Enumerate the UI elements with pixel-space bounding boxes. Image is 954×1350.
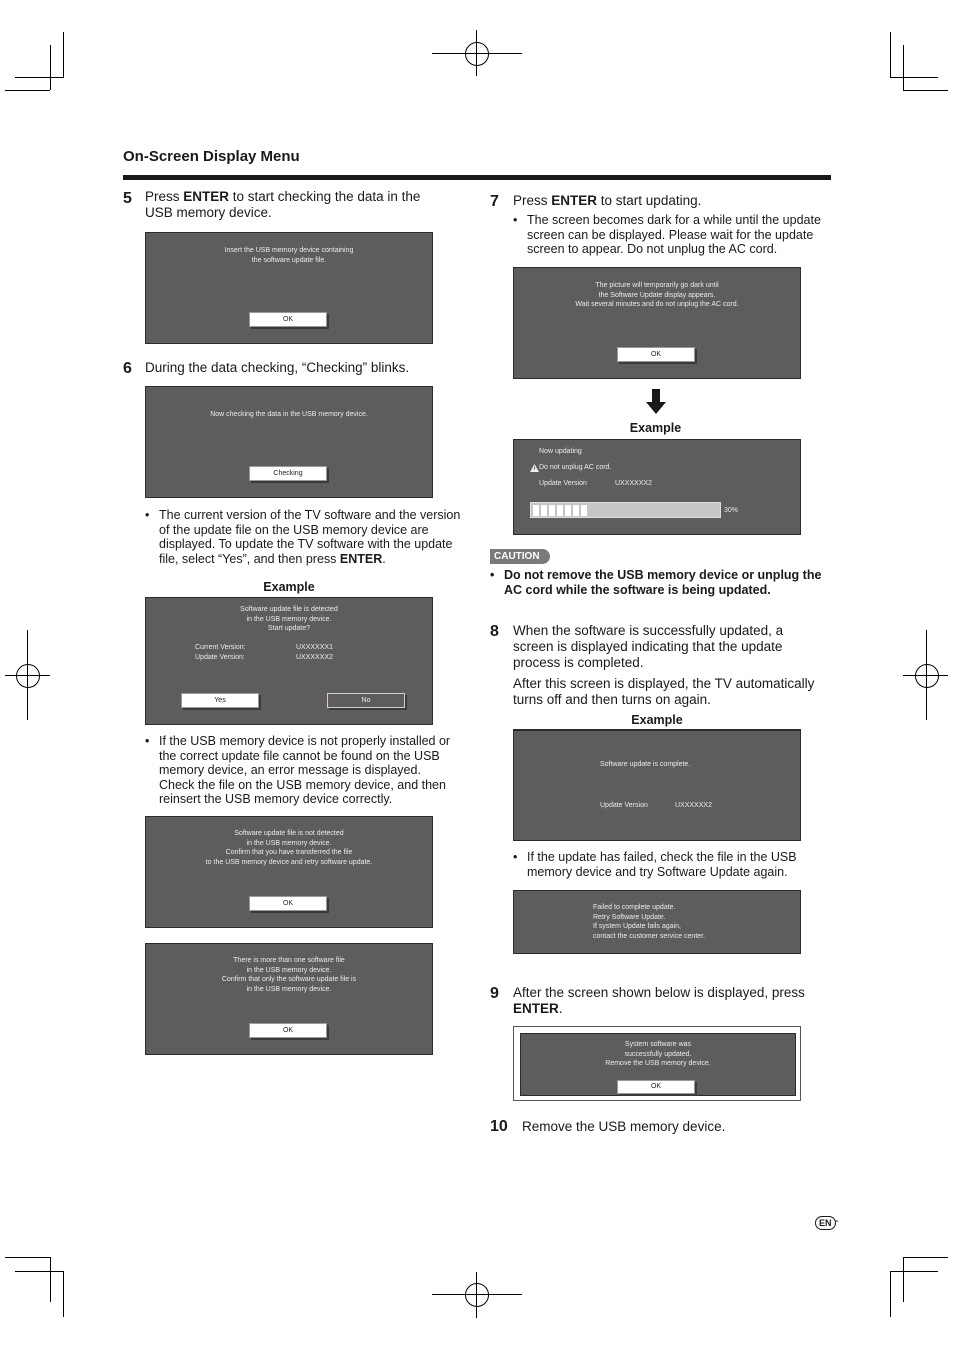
update-progress-bar: [530, 502, 721, 518]
ok-button[interactable]: OK: [617, 347, 695, 362]
step-5-text: Press ENTER to start checking the data in the USB memory device.: [145, 189, 421, 220]
progress-segment: [549, 505, 555, 516]
progress-segment: [573, 505, 579, 516]
example-label: Example: [263, 580, 315, 594]
screen-success: [520, 1033, 796, 1096]
ok-button[interactable]: OK: [249, 896, 327, 911]
screen-go-dark-message: The picture will temporarily go dark until the Software Update display appears. Wait several minutes and do not unplug the AC cord.: [575, 282, 739, 309]
update-version-value: UXXXXXX2: [675, 802, 712, 809]
caution-warning: • Do not remove the USB memory device or unplug the AC cord while the software is being updated.: [490, 568, 822, 597]
screen-go-dark: [513, 267, 801, 379]
update-version-label: Update Version: [600, 802, 648, 809]
example-label: Example: [631, 713, 683, 727]
step-9-text: After the screen shown below is displayed, press ENTER.: [513, 985, 805, 1016]
screen-insert-usb-message: Insert the USB memory device containing the software update file.: [224, 247, 354, 264]
step-7-text: Press ENTER to start updating.: [513, 193, 702, 208]
no-button[interactable]: No: [327, 693, 405, 708]
update-complete-text: Software update is complete.: [600, 761, 691, 768]
screen-update-complete: [513, 729, 801, 841]
do-not-unplug-text: Do not unplug AC cord.: [539, 464, 612, 471]
update-failed-message: Failed to complete update. Retry Software Update. If system Update fails again, contact the customer service center.: [593, 904, 706, 940]
step-6-text: During the data checking, “Checking” blinks.: [145, 360, 410, 375]
progress-segment: [533, 505, 539, 516]
update-version-value: UXXXXXX2: [296, 654, 333, 661]
screen-update-detected-message: Software update file is detected in the USB memory device. Start update?: [240, 606, 338, 633]
page-dash: -: [835, 1215, 839, 1227]
step-10-number: 10: [490, 1118, 508, 1135]
progress-segment: [557, 505, 563, 516]
bullet-not-installed: • If the USB memory device is not properly installed or the correct update file cannot be found on the USB memory device, an error message is displayed. Check the file on the USB memory device, and then reinsert the USB memory device correctly.: [145, 734, 451, 807]
screen-multiple-files-message: There is more than one software file in the USB memory device. Confirm that only the software update file is in the USB memory device.: [221, 957, 357, 993]
example-label: Example: [629, 421, 682, 435]
current-version-value: UXXXXXX1: [296, 644, 333, 651]
screen-checking: [145, 386, 433, 498]
screen-not-detected: [145, 816, 433, 928]
section-title: On-Screen Display Menu: [123, 148, 300, 165]
update-version-value: UXXXXXX2: [615, 480, 652, 487]
ok-button[interactable]: OK: [617, 1080, 695, 1094]
update-version-label: Update Version:: [195, 654, 245, 661]
screen-multiple-files: [145, 943, 433, 1055]
language-badge: EN: [815, 1216, 836, 1230]
yes-button[interactable]: Yes: [181, 693, 259, 708]
arrow-down-icon: [646, 389, 666, 415]
screen-insert-usb: [145, 232, 433, 344]
screen-success-message: System software was successfully updated. Remove the USB memory device.: [605, 1041, 711, 1068]
step-6-number: 6: [123, 360, 132, 377]
step-10-text: Remove the USB memory device.: [522, 1119, 726, 1134]
screen-update-failed: [513, 890, 801, 954]
step-8-text: When the software is successfully updated, a screen is displayed indicating that the update process is completed. After this screen is displayed, the TV automatically turns off and then turns on again.: [513, 623, 815, 707]
update-version-label: Update Version: [539, 480, 587, 487]
checking-button[interactable]: Checking: [249, 466, 327, 481]
warning-icon: [530, 464, 539, 472]
screen-not-detected-message: Software update file is not detected in the USB memory device. Confirm that you have transferred the file to the USB memory device and retry software update.: [205, 830, 373, 866]
ok-button[interactable]: OK: [249, 1023, 327, 1038]
screen-checking-message: Now checking the data in the USB memory device.: [210, 411, 368, 418]
step-9-number: 9: [490, 985, 499, 1002]
progress-percent: 30%: [724, 507, 739, 514]
now-updating-text: Now updating: [539, 448, 582, 455]
screen-now-updating: [513, 439, 801, 535]
current-version-label: Current Version:: [195, 644, 246, 651]
screen-success-frame: [513, 1026, 801, 1101]
bullet-current-version: • The current version of the TV software and the version of the update file on the USB memory device are displayed. To update the TV software with the update file, select “Yes”, and then press ENTER.: [145, 508, 461, 566]
bullet-update-failed: • If the update has failed, check the file in the USB memory device and try Software Update again.: [513, 850, 797, 879]
progress-segment: [581, 505, 587, 516]
bullet-screen-dark: • The screen becomes dark for a while until the update screen can be displayed. Please wait for the update screen to appear. Do not unplug the AC cord.: [513, 213, 821, 257]
progress-segment: [565, 505, 571, 516]
step-7-number: 7: [490, 193, 499, 210]
header-rule: [123, 175, 831, 180]
caution-badge: CAUTION: [490, 549, 550, 564]
step-8-number: 8: [490, 623, 499, 640]
ok-button[interactable]: OK: [249, 312, 327, 327]
step-5-number: 5: [123, 190, 132, 207]
screen-update-detected: [145, 597, 433, 725]
progress-segment: [541, 505, 547, 516]
